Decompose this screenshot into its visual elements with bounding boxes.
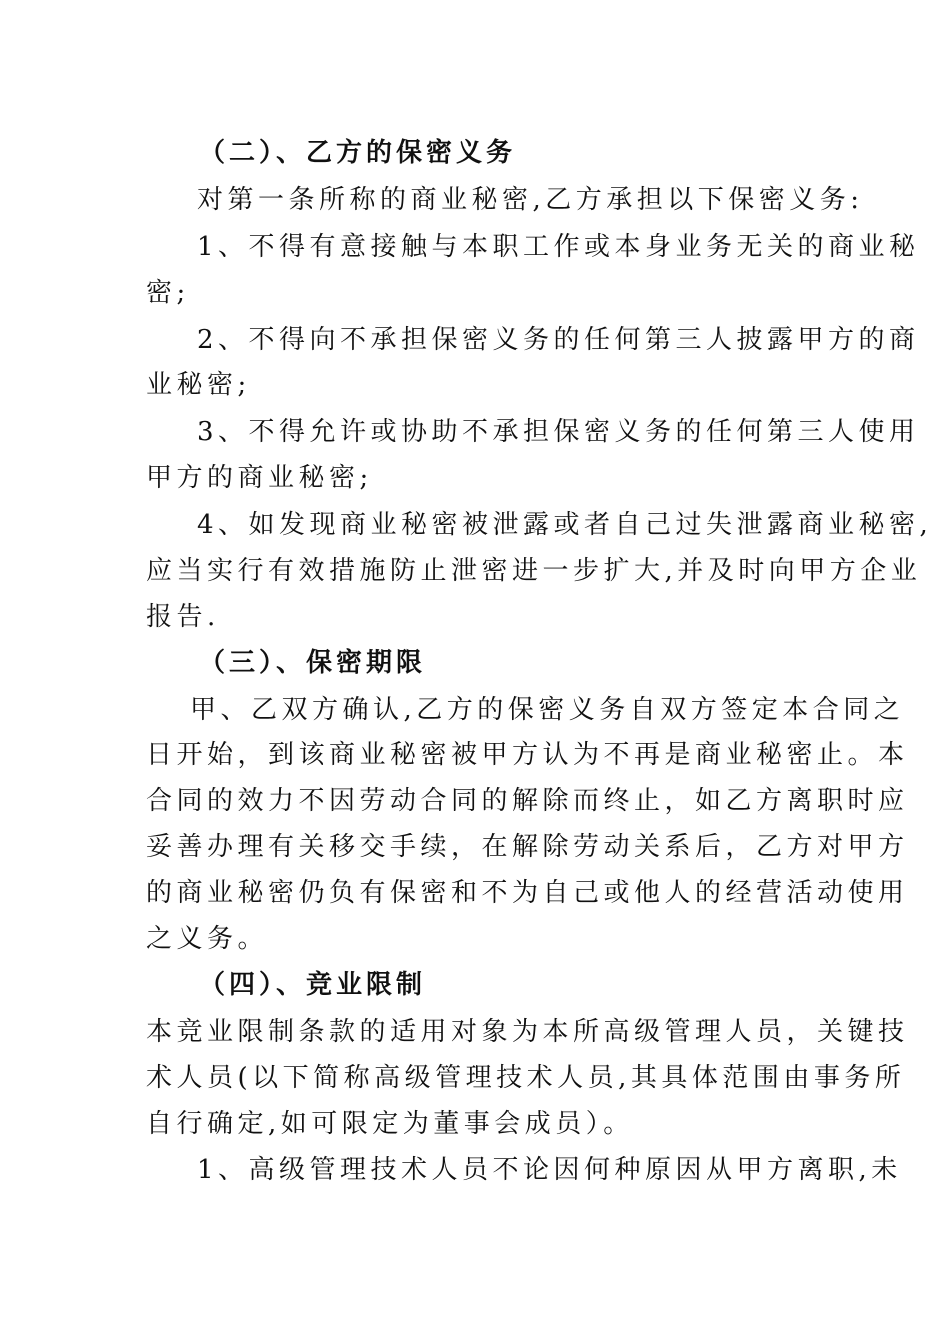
paragraph-line: 合同的效力不因劳动合同的解除而终止，如乙方离职时应 (146, 786, 909, 816)
paragraph-line: 本竞业限制条款的适用对象为本所高级管理人员，关键技 (146, 1017, 909, 1047)
paragraph-line: 术人员(以下简称高级管理技术人员,其具体范围由事务所 (146, 1063, 906, 1093)
list-item-3: 3、不得允许或协助不承担保密义务的任何第三人使用 (197, 417, 920, 447)
list-item-4: 4、如发现商业秘密被泄露或者自己过失泄露商业秘密, (197, 510, 933, 540)
paragraph-line: 自行确定,如可限定为董事会成员）。 (146, 1109, 634, 1139)
paragraph-line: 甲、乙双方确认,乙方的保密义务自双方签定本合同之 (190, 695, 905, 725)
section-heading-4: （四）、竞业限制 (199, 970, 427, 1000)
paragraph-line: 密; (146, 278, 190, 308)
section-heading-3: （三）、保密期限 (199, 648, 427, 678)
paragraph-line: 甲方的商业秘密; (146, 463, 373, 493)
paragraph-line: 的商业秘密仍负有保密和不为自己或他人的经营活动使用 (146, 878, 909, 908)
list-item-1: 1、不得有意接触与本职工作或本身业务无关的商业秘 (197, 232, 920, 262)
paragraph-line: 业秘密; (146, 370, 251, 400)
paragraph-line: 之义务。 (146, 924, 269, 954)
paragraph-line: 对第一条所称的商业秘密,乙方承担以下保密义务: (197, 185, 864, 215)
paragraph-line: 报告. (146, 602, 220, 632)
section-heading-2: （二）、乙方的保密义务 (199, 138, 517, 168)
list-item-1: 1、高级管理技术人员不论因何种原因从甲方离职,未 (197, 1155, 902, 1185)
paragraph-line: 妥善办理有关移交手续，在解除劳动关系后，乙方对甲方 (146, 832, 909, 862)
list-item-2: 2、不得向不承担保密义务的任何第三人披露甲方的商 (197, 325, 920, 355)
paragraph-line: 日开始，到该商业秘密被甲方认为不再是商业秘密止。本 (146, 740, 909, 770)
paragraph-line: 应当实行有效措施防止泄密进一步扩大,并及时向甲方企业 (146, 556, 922, 586)
